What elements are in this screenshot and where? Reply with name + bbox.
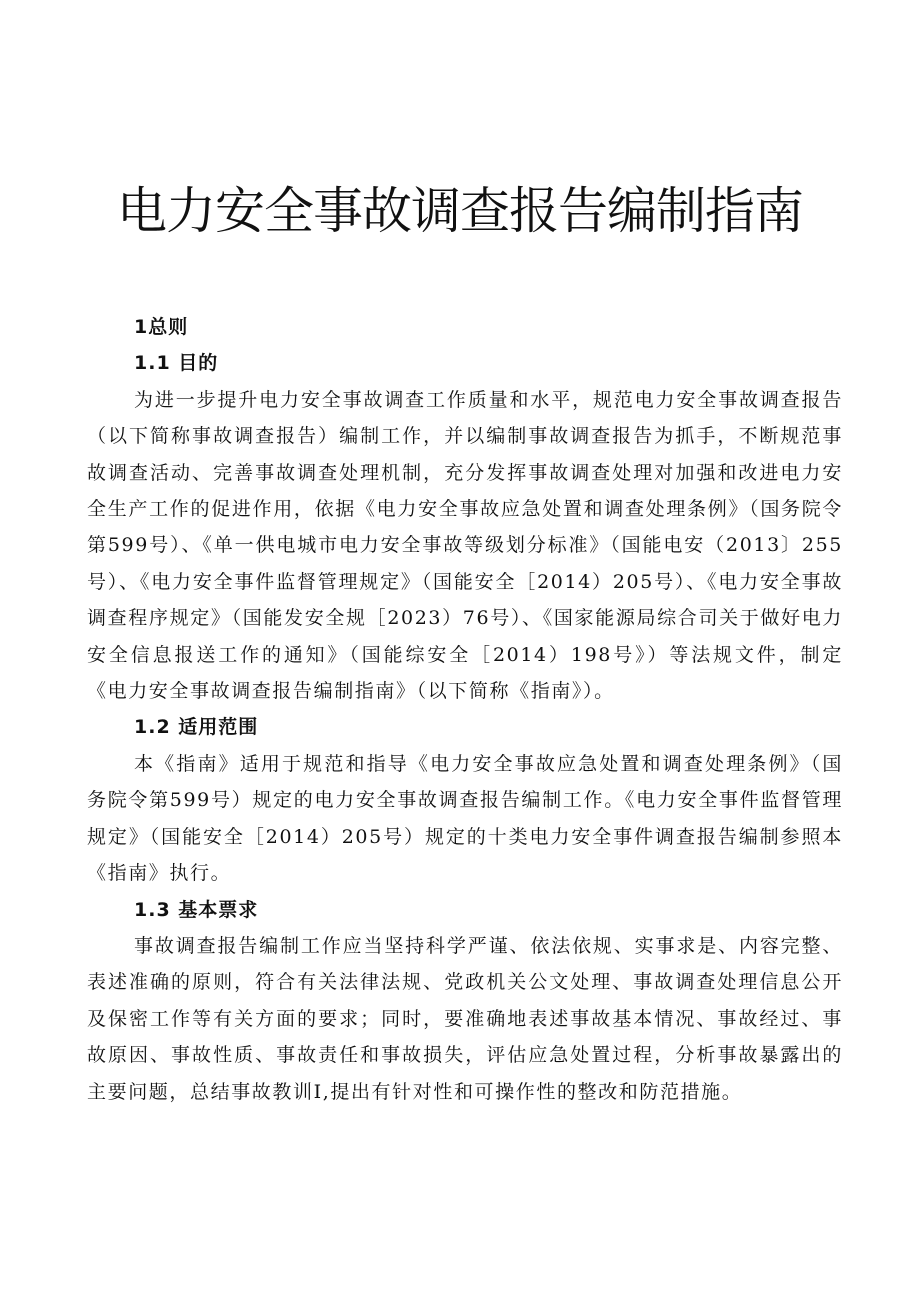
section-1-2-heading: 1.2 适用范围 — [134, 716, 259, 739]
document-title: 电力安全事故调查报告编制指南 — [117, 182, 803, 240]
section-1-1-heading: 1.1 目的 — [134, 352, 219, 375]
section-1-3-paragraph: 事故调查报告编制工作应当坚持科学严谨、依法依规、实事求是、内容完整、表述准确的原则，符合有关法律法规、党政机关公文处理、事故调查处理信息公开及保密工作等有关方面的要求；同时，要准确地表述事故基本情况、事故经过、事故原因、事故性质、事故责任和事故损失，评估应急处置过程，分析事故暴露出的主要问题，总结事故教训I,提出有针对性和可操作性的整改和防范措施。 — [87, 934, 843, 1103]
section-1-2-paragraph: 本《指南》适用于规范和指导《电力安全事故应急处置和调查处理条例》（国务院令第599号）规定的电力安全事故调查报告编制工作。《电力安全事件监督管理规定》（国能安全［2014）205号）规定的十类电力安全事件调查报告编制参照本《指南》执行。 — [87, 752, 843, 885]
section-1-1-paragraph: 为进一步提升电力安全事故调查工作质量和水平，规范电力安全事故调查报告（以下简称事故调查报告）编制工作，并以编制事故调查报告为抓手，不断规范事故调查活动、完善事故调查处理机制，充分发挥事故调查处理对加强和改进电力安全生产工作的促进作用，依据《电力安全事故应急处置和调查处理条例》（国务院令第599号）、《单一供电城市电力安全事故等级划分标准》（国能电安（2013〕255号）、《电力安全事件监督管理规定》（国能安全［2014）205号）、《电力安全事故调查程序规定》（国能发安全规［2023）76号）、《国家能源局综合司关于做好电力安全信息报送工作的通知》（国能综安全［2014）198号》）等法规文件，制定《电力安全事故调查报告编制指南》（以下简称《指南》）。 — [87, 388, 843, 703]
section-1-heading: 1总则 — [134, 316, 189, 338]
document-body — [87, 309, 843, 1110]
section-1-3-heading: 1.3 基本票求 — [134, 898, 259, 921]
